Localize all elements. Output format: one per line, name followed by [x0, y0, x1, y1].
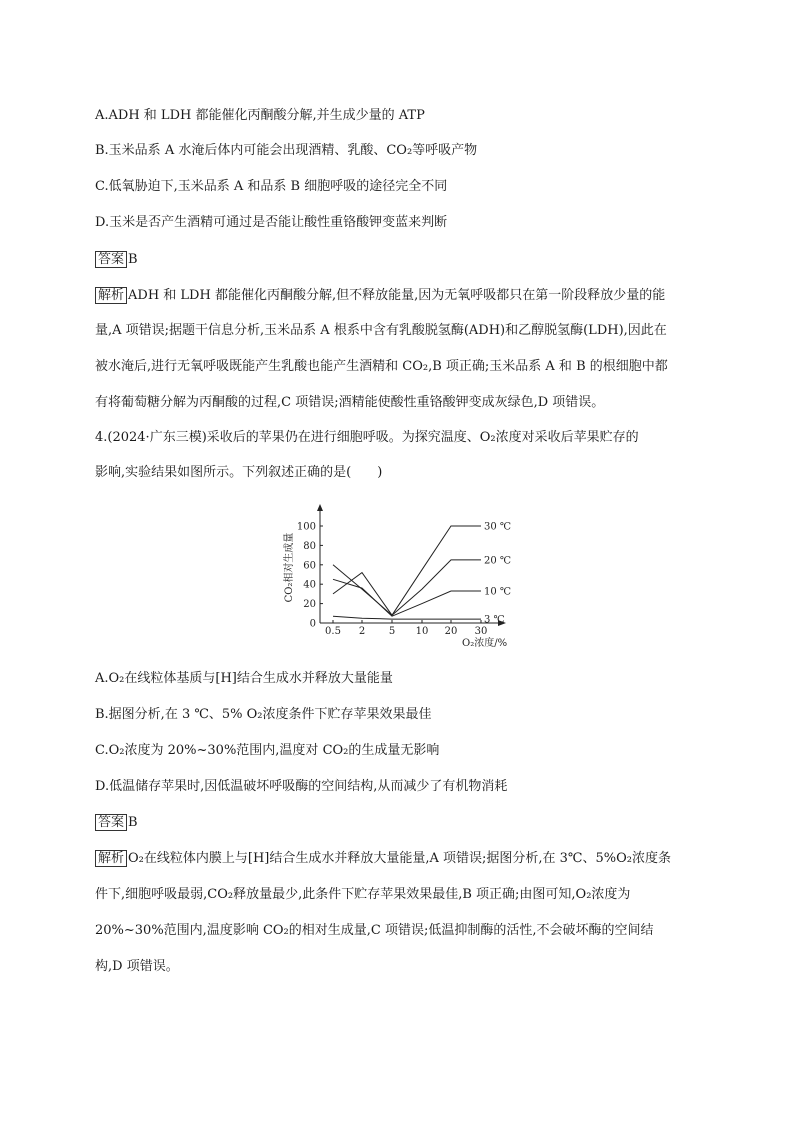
answer-tag: 答案	[95, 814, 127, 831]
y-tick-label: 0	[309, 618, 316, 630]
y-tick-label: 100	[296, 521, 316, 533]
y-tick-label: 80	[303, 540, 316, 552]
y-axis-arrow-icon	[317, 504, 323, 511]
x-tick-label: 20	[444, 626, 458, 637]
q3-option-b: B.玉米品系 A 水淹后体内可能会出现酒精、乳酸、CO₂等呼吸产物	[95, 143, 478, 158]
series-line	[333, 560, 481, 615]
x-tick-label: 2	[358, 626, 366, 637]
y-tick-label: 40	[303, 579, 316, 591]
y-axis-label: CO₂相对生成量	[284, 532, 295, 603]
q3-option-a: A.ADH 和 LDH 都能催化丙酮酸分解,并生成少量的 ATP	[95, 108, 425, 123]
series-label: 30 ℃	[484, 521, 512, 533]
x-tick-label: 5	[388, 626, 396, 637]
series-label: 10 ℃	[484, 586, 512, 598]
y-tick-label: 60	[303, 560, 316, 572]
analysis-text: O₂在线粒体内膜上与[H]结合生成水并释放大量能量,A 项错误;据图分析,在 3℃、5%O₂浓度条	[128, 851, 671, 866]
q4-stem-line-2: 影响,实验结果如图所示。下列叙述正确的是( )	[95, 465, 383, 480]
q3-analysis-line-2: 量,A 项错误;据题干信息分析,玉米品系 A 根系中含有乳酸脱氢酶(ADH)和乙醇脱氢酶(LDH),因此在	[95, 323, 667, 338]
q4-analysis-line-1	[95, 850, 671, 868]
x-tick-label: 0.5	[325, 626, 341, 637]
answer-value: B	[128, 815, 138, 830]
q4-analysis-line-3: 20%~30%范围内,温度影响 CO₂的相对生成量,C 项错误;低温抑制酶的活性,不会破坏酶的空间结	[95, 923, 654, 938]
q3-analysis-line-4: 有将葡萄糖分解为丙酮酸的过程,C 项错误;酒精能使酸性重铬酸钾变成灰绿色,D 项错误。	[95, 395, 605, 410]
q3-analysis-line-3: 被水淹后,进行无氧呼吸既能产生乳酸也能产生酒精和 CO₂,B 项正确;玉米品系 A 和 B 的根细胞中都	[95, 359, 668, 374]
answer-tag: 答案	[95, 251, 127, 268]
series-line	[333, 579, 481, 616]
q4-option-a: A.O₂在线粒体基质与[H]结合生成水并释放大量能量	[95, 671, 393, 686]
analysis-text: ADH 和 LDH 都能催化丙酮酸分解,但不释放能量,因为无氧呼吸都只在第一阶段释放少量的能	[128, 288, 666, 303]
q3-option-d: D.玉米是否产生酒精可通过是否能让酸性重铬酸钾变蓝来判断	[95, 215, 448, 230]
analysis-tag: 解析	[95, 850, 127, 867]
analysis-tag: 解析	[95, 287, 127, 304]
series-label: 3 ℃	[484, 614, 505, 626]
q4-option-b: B.据图分析,在 3 ℃、5% O₂浓度条件下贮存苹果效果最佳	[95, 707, 432, 722]
co2-chart	[270, 498, 530, 648]
q3-analysis-line-1	[95, 287, 665, 305]
x-tick-label: 10	[415, 626, 429, 637]
q4-analysis-line-2: 件下,细胞呼吸最弱,CO₂释放量最少,此条件下贮存苹果效果最佳,B 项正确;由图可知,O₂浓度为	[95, 887, 631, 902]
x-axis-label: O₂浓度/%	[462, 638, 508, 648]
q4-analysis-line-4: 构,D 项错误。	[95, 959, 179, 974]
series-label: 20 ℃	[484, 555, 512, 567]
q4-option-c: C.O₂浓度为 20%~30%范围内,温度对 CO₂的生成量无影响	[95, 743, 440, 758]
x-tick-label: 30	[474, 626, 488, 637]
q4-stem-line-1: 4.(2024·广东三模)采收后的苹果仍在进行细胞呼吸。为探究温度、O₂浓度对采收后苹果贮存的	[95, 430, 639, 445]
q3-answer	[95, 251, 138, 269]
series-line	[333, 616, 481, 619]
y-tick-label: 20	[303, 599, 316, 611]
q4-option-d: D.低温储存苹果时,因低温破坏呼吸酶的空间结构,从而减少了有机物消耗	[95, 779, 508, 794]
q3-option-c: C.低氧胁迫下,玉米品系 A 和品系 B 细胞呼吸的途径完全不同	[95, 179, 448, 194]
q4-answer	[95, 814, 138, 832]
answer-value: B	[128, 252, 138, 267]
